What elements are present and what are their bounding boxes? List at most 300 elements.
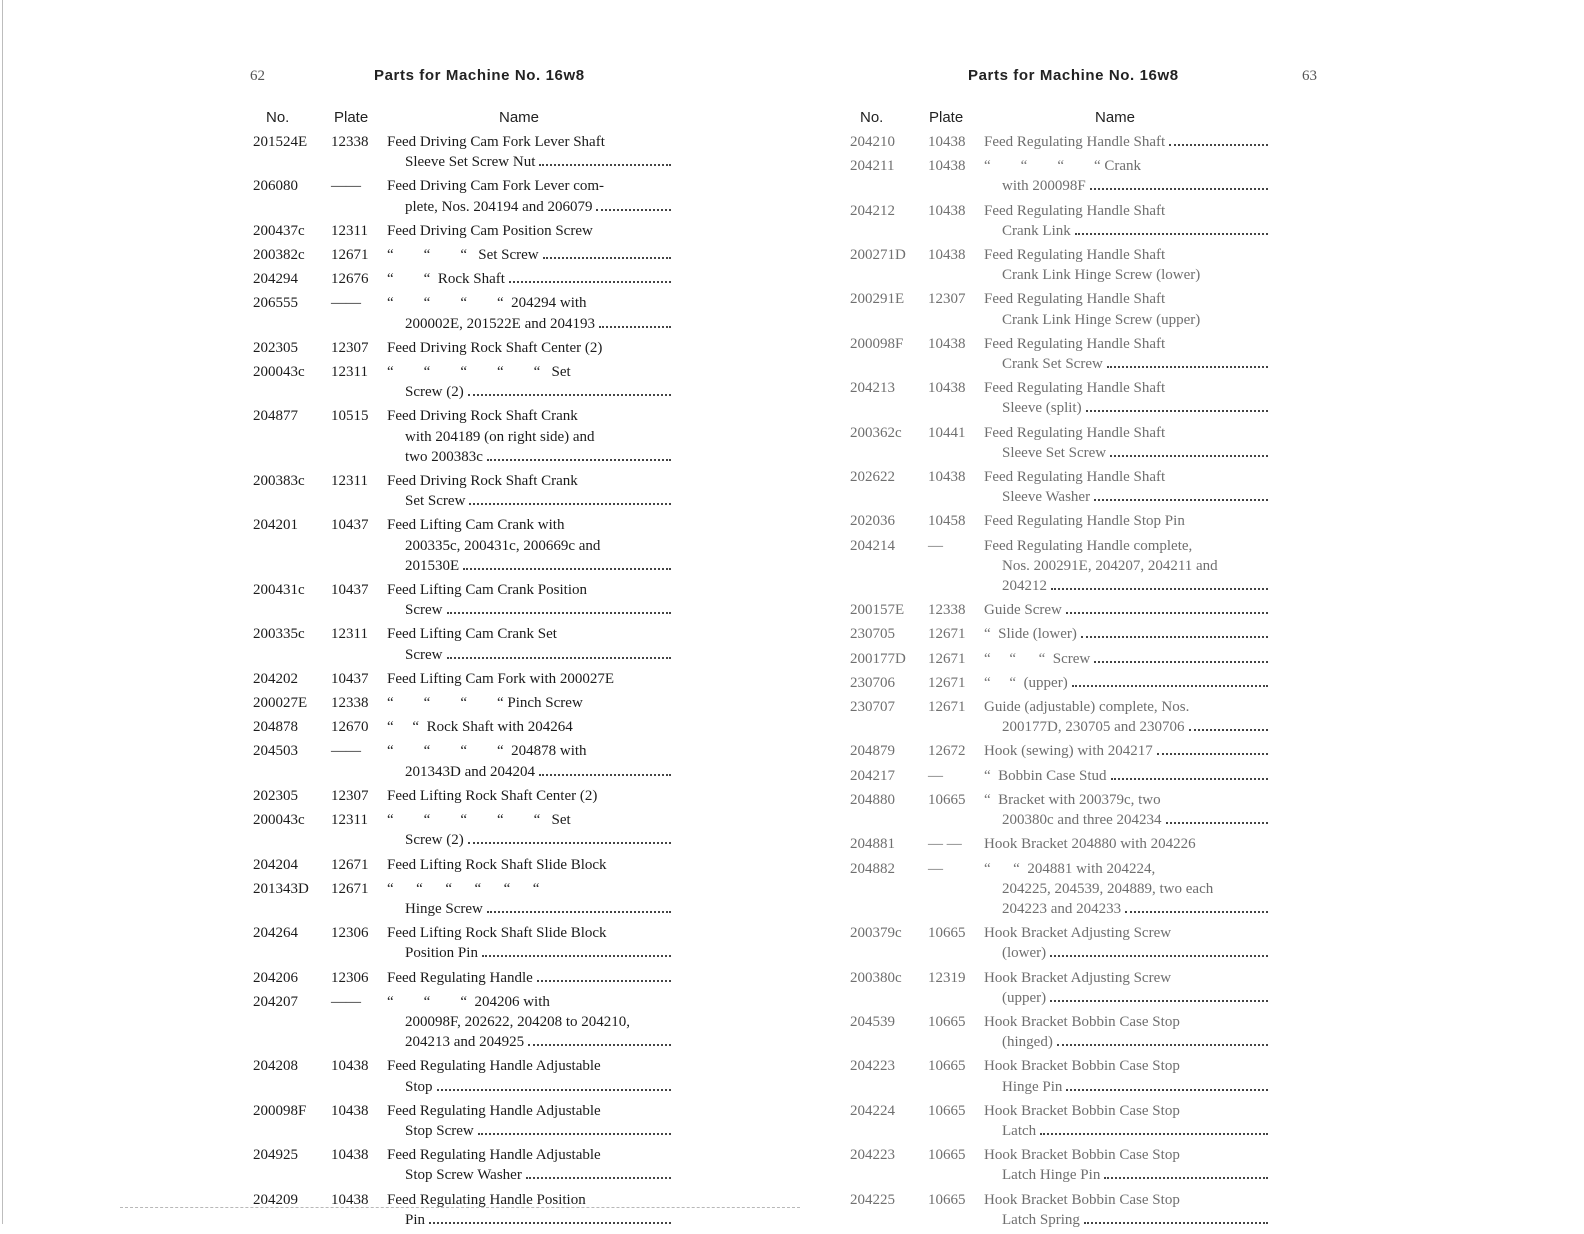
part-name-text: “ Bracket with 200379c, two	[984, 791, 1161, 808]
part-number: 206555	[253, 295, 298, 312]
part-name-line	[387, 132, 673, 152]
part-number: 200098F	[253, 1102, 307, 1119]
plate-number: ——	[331, 743, 361, 760]
part-name-text: Hook Bracket Bobbin Case Stop	[984, 1102, 1180, 1119]
part-name-text: “ “ (upper)	[984, 674, 1068, 691]
part-name-text: Feed Regulating Handle Stop Pin	[984, 513, 1185, 530]
plate-number: 12307	[928, 291, 966, 308]
part-name-line	[984, 378, 1270, 398]
running-head: Parts for Machine No. 16w8	[968, 67, 1179, 84]
part-name-text: Feed Regulating Handle Shaft	[984, 291, 1166, 308]
part-name-line	[984, 245, 1270, 265]
part-name-text: Feed Regulating Handle Shaft	[984, 380, 1166, 397]
part-name-line	[984, 741, 1270, 761]
part-name-text: Feed Lifting Cam Fork with 200027E	[387, 670, 615, 687]
part-name-line	[984, 1121, 1270, 1141]
part-row	[253, 515, 673, 576]
part-number: 204539	[850, 1013, 895, 1030]
part-name-line	[387, 923, 673, 943]
plate-number: 12338	[331, 695, 369, 712]
plate-number: 10665	[928, 1191, 966, 1208]
plate-number: 12311	[331, 473, 368, 490]
part-number: 230707	[850, 699, 895, 716]
part-name-text: plete, Nos. 204194 and 206079	[405, 198, 593, 215]
part-number: 204207	[253, 993, 298, 1010]
part-name-text: “ “ Rock Shaft	[387, 271, 505, 288]
part-name-text: Feed Regulating Handle complete,	[984, 537, 1193, 554]
part-name-line	[387, 447, 673, 467]
part-name-text: Feed Regulating Handle	[387, 969, 533, 986]
plate-number: 10438	[331, 1147, 369, 1164]
part-row	[253, 293, 673, 333]
part-name	[387, 132, 673, 172]
part-name-line	[984, 790, 1270, 810]
part-name-text: “ “ Rock Shaft with 204264	[387, 719, 573, 736]
part-name-line	[387, 406, 673, 426]
part-name-text: Set Screw	[405, 493, 466, 510]
part-row	[253, 669, 673, 689]
part-number: 200382c	[253, 247, 305, 264]
part-number: 204212	[850, 202, 895, 219]
part-number: 200379c	[850, 925, 902, 942]
part-name-text: “ “ “ “ “ Set	[387, 812, 571, 829]
part-name-text: Hook (sewing) with 204217	[984, 743, 1153, 760]
plate-number: 12311	[331, 626, 368, 643]
plate-number: 10437	[331, 670, 369, 687]
part-number: 204209	[253, 1191, 298, 1208]
plate-number: 10438	[928, 134, 966, 150]
parts-list	[253, 132, 673, 1234]
part-row	[850, 600, 1270, 620]
part-name-line	[984, 132, 1270, 152]
plate-number: 12319	[928, 969, 966, 986]
part-row	[850, 378, 1270, 418]
part-name-text: Feed Regulating Handle Adjustable	[387, 1102, 601, 1119]
part-name-text: Feed Lifting Cam Crank with	[387, 517, 565, 534]
part-row	[253, 624, 673, 664]
part-name	[387, 471, 673, 511]
part-name	[984, 132, 1270, 152]
part-name-text: “ “ “ Screw	[984, 650, 1091, 667]
plate-number: 12307	[331, 787, 369, 804]
part-name	[984, 1056, 1270, 1096]
part-number: 204223	[850, 1058, 895, 1075]
part-name-text: 200098F, 202622, 204208 to 204210,	[405, 1013, 631, 1030]
part-row	[850, 467, 1270, 507]
part-name	[984, 156, 1270, 196]
part-name	[984, 697, 1270, 737]
part-number: 204877	[253, 408, 298, 425]
part-row	[253, 362, 673, 402]
part-name-line	[387, 515, 673, 535]
part-number: 200098F	[850, 335, 904, 352]
part-name	[984, 968, 1270, 1008]
part-name-line	[387, 1121, 673, 1141]
part-name-text: (upper)	[1002, 989, 1047, 1006]
part-name-line	[984, 576, 1270, 596]
part-name-text: Hook Bracket Bobbin Case Stop	[984, 1013, 1180, 1030]
part-number: 206080	[253, 178, 298, 195]
part-name	[387, 992, 673, 1053]
part-name-text: Hook Bracket Adjusting Screw	[984, 969, 1172, 986]
part-name	[984, 673, 1270, 693]
part-number: 204294	[253, 271, 298, 288]
part-name-text: Stop Screw	[405, 1122, 474, 1139]
part-number: 204202	[253, 670, 298, 687]
part-row	[253, 269, 673, 289]
part-number: 201524E	[253, 134, 308, 150]
part-number: 204878	[253, 719, 298, 736]
part-row	[850, 289, 1270, 329]
part-name-line	[984, 859, 1270, 879]
plate-number: 12311	[331, 812, 368, 829]
part-name-text: Feed Lifting Cam Crank Set	[387, 626, 557, 643]
part-name-line	[387, 810, 673, 830]
part-number: 204204	[253, 856, 298, 873]
part-name-text: “ Slide (lower)	[984, 626, 1077, 643]
part-name-text: Feed Regulating Handle Shaft	[984, 202, 1166, 219]
part-number: 204224	[850, 1102, 895, 1119]
part-name-text: Crank Set Screw	[1002, 356, 1103, 373]
part-name-line	[387, 1165, 673, 1185]
part-row	[253, 1145, 673, 1185]
part-number: 200383c	[253, 473, 305, 490]
part-name-text: Hook Bracket Bobbin Case Stop	[984, 1147, 1180, 1164]
parts-list	[850, 132, 1270, 1234]
part-name	[387, 968, 673, 988]
part-name-text: Hook Bracket 204880 with 204226	[984, 836, 1196, 853]
part-name-line	[984, 1165, 1270, 1185]
part-name-text: Stop	[405, 1078, 433, 1095]
part-name-line	[387, 197, 673, 217]
part-name-line	[387, 1210, 673, 1230]
part-name	[984, 1012, 1270, 1052]
plate-number: 12671	[331, 880, 369, 897]
part-name-text: “ “ “ “ Pinch Screw	[387, 695, 583, 712]
part-number: 200380c	[850, 969, 902, 986]
part-row	[850, 766, 1270, 786]
part-number: 200177D	[850, 650, 906, 667]
plate-number: — —	[928, 836, 962, 853]
part-name-line	[984, 766, 1270, 786]
part-name-line	[387, 427, 673, 447]
part-name	[984, 467, 1270, 507]
part-name-text: Sleeve Set Screw	[1002, 444, 1107, 461]
part-name	[984, 859, 1270, 920]
part-name-text: Feed Regulating Handle Shaft	[984, 247, 1166, 264]
part-row	[850, 741, 1270, 761]
part-name-line	[387, 245, 673, 265]
part-name-line	[984, 487, 1270, 507]
part-name-line	[387, 1101, 673, 1121]
part-name-text: Hook Bracket Bobbin Case Stop	[984, 1191, 1180, 1208]
plate-number: 10438	[331, 1058, 369, 1075]
part-name-text: Feed Regulating Handle Adjustable	[387, 1058, 601, 1075]
part-row	[850, 697, 1270, 737]
plate-number: 12671	[928, 626, 966, 643]
part-name-line	[387, 741, 673, 761]
part-name-text: 201530E	[405, 557, 460, 574]
part-number: 200431c	[253, 582, 305, 599]
part-name	[387, 269, 673, 289]
part-name-line	[984, 310, 1270, 330]
part-name-line	[984, 265, 1270, 285]
part-name-line	[984, 201, 1270, 221]
part-name-line	[387, 899, 673, 919]
part-name-text: Crank Link	[1002, 222, 1071, 239]
part-name-line	[387, 600, 673, 620]
part-row	[850, 334, 1270, 374]
part-name-text: Hook Bracket Bobbin Case Stop	[984, 1058, 1180, 1075]
part-name	[387, 338, 673, 358]
part-name	[387, 221, 673, 241]
part-name-line	[984, 1190, 1270, 1210]
part-name-line	[387, 879, 673, 899]
part-row	[850, 536, 1270, 597]
part-name-text: Hook Bracket Adjusting Screw	[984, 925, 1172, 942]
part-name-text: Guide (adjustable) complete, Nos.	[984, 699, 1190, 716]
part-row	[253, 693, 673, 713]
plate-number: 12307	[331, 339, 369, 356]
part-name-line	[984, 968, 1270, 988]
part-row	[850, 859, 1270, 920]
part-name	[387, 515, 673, 576]
column-header-name: Name	[1095, 109, 1136, 126]
part-name-line	[387, 693, 673, 713]
part-row	[253, 879, 673, 919]
part-number: 204217	[850, 767, 895, 784]
part-name-line	[984, 923, 1270, 943]
part-name-text: Feed Driving Rock Shaft Crank	[387, 473, 578, 490]
part-name-text: Pin	[405, 1211, 426, 1228]
plate-number: 10665	[928, 1102, 966, 1119]
plate-number: 12676	[331, 271, 369, 288]
part-name-text: “ “ “ 204206 with	[387, 993, 550, 1010]
part-name	[387, 810, 673, 850]
part-number: 202305	[253, 787, 298, 804]
plate-number: 10438	[331, 1191, 369, 1208]
part-name-text: 204213 and 204925	[405, 1034, 525, 1051]
part-name-line	[984, 443, 1270, 463]
part-name-line	[984, 354, 1270, 374]
part-name-line	[387, 221, 673, 241]
column-header-no: No.	[860, 109, 884, 126]
part-name	[984, 1145, 1270, 1185]
plate-number: 12338	[331, 134, 369, 150]
part-name-text: “ “ 204881 with 204224,	[984, 860, 1156, 877]
part-number: 200027E	[253, 695, 308, 712]
part-name-line	[984, 1056, 1270, 1076]
part-name-text: two 200383c	[405, 448, 483, 465]
part-row	[253, 810, 673, 850]
part-name-line	[387, 855, 673, 875]
part-name	[387, 1145, 673, 1185]
part-name-text: Feed Driving Cam Fork Lever com-	[387, 178, 605, 195]
part-name-text: Latch Hinge Pin	[1002, 1167, 1101, 1184]
part-name-line	[387, 786, 673, 806]
part-name-text: Feed Driving Rock Shaft Crank	[387, 408, 578, 425]
part-name	[387, 406, 673, 467]
plate-number: 12672	[928, 743, 966, 760]
part-number: 204208	[253, 1058, 298, 1075]
page-edge-line	[2, 0, 3, 1224]
part-row	[850, 1145, 1270, 1185]
part-row	[253, 855, 673, 875]
part-row	[253, 406, 673, 467]
part-name-text: Hinge Pin	[1002, 1078, 1063, 1095]
part-name-line	[387, 1032, 673, 1052]
part-name-line	[984, 1210, 1270, 1230]
part-name-text: Feed Regulating Handle Adjustable	[387, 1147, 601, 1164]
part-name-text: Sleeve (split)	[1002, 400, 1082, 417]
part-name-text: “ “ “ “ “ “	[387, 880, 540, 897]
part-name	[984, 649, 1270, 669]
part-name-line	[984, 556, 1270, 576]
plate-number: 12311	[331, 364, 368, 381]
part-name-line	[387, 536, 673, 556]
part-name-line	[984, 697, 1270, 717]
part-name-text: 200335c, 200431c, 200669c and	[405, 537, 601, 554]
part-number: 204264	[253, 925, 298, 942]
part-number: 202036	[850, 513, 895, 530]
page-number: 63	[1302, 68, 1317, 84]
plate-number: 10515	[331, 408, 369, 425]
part-row	[253, 1101, 673, 1141]
part-row	[850, 834, 1270, 854]
part-number: 200043c	[253, 812, 305, 829]
running-head: Parts for Machine No. 16w8	[374, 67, 585, 84]
part-row	[253, 717, 673, 737]
plate-number: 12671	[928, 699, 966, 716]
part-name-line	[984, 899, 1270, 919]
part-name-text: 204225, 204539, 204889, two each	[1002, 880, 1214, 897]
part-row	[253, 245, 673, 265]
part-name-text: 204212	[1002, 578, 1047, 595]
part-name	[984, 201, 1270, 241]
part-number: 200291E	[850, 291, 905, 308]
part-name-text: 201343D and 204204	[405, 763, 535, 780]
part-number: 202622	[850, 469, 895, 486]
plate-number: —	[928, 767, 943, 784]
part-row	[253, 1056, 673, 1096]
part-name-text: 200380c and three 204234	[1002, 812, 1162, 829]
part-name-text: Latch Spring	[1002, 1211, 1080, 1228]
part-name-line	[387, 830, 673, 850]
part-name-line	[984, 834, 1270, 854]
part-name-text: Hinge Screw	[405, 900, 483, 917]
part-number: 200437c	[253, 222, 305, 239]
part-number: 204879	[850, 743, 895, 760]
plate-number: 10438	[928, 202, 966, 219]
bottom-rule	[120, 1207, 800, 1209]
part-name-text: Crank Link Hinge Screw (lower)	[1002, 267, 1201, 284]
part-name	[984, 378, 1270, 418]
part-name-line	[387, 491, 673, 511]
part-name-line	[387, 314, 673, 334]
plate-number: 12338	[928, 602, 966, 619]
part-name-text: Nos. 200291E, 204207, 204211 and	[1002, 557, 1218, 574]
part-name-text: Sleeve Washer	[1002, 489, 1091, 506]
part-row	[850, 923, 1270, 963]
part-name	[387, 176, 673, 216]
part-name-line	[984, 511, 1270, 531]
part-name	[984, 624, 1270, 644]
part-name-line	[387, 992, 673, 1012]
column-header-plate: Plate	[929, 109, 964, 126]
plate-number: —	[928, 537, 943, 554]
part-name-line	[984, 624, 1270, 644]
part-row	[253, 992, 673, 1053]
part-name-line	[984, 1012, 1270, 1032]
part-name-line	[984, 717, 1270, 737]
part-name	[984, 511, 1270, 531]
part-name	[387, 669, 673, 689]
part-name-line	[387, 338, 673, 358]
part-name-line	[984, 398, 1270, 418]
page-number: 62	[250, 68, 265, 84]
part-name-line	[387, 556, 673, 576]
part-name-text: Stop Screw Washer	[405, 1167, 522, 1184]
column-header-no: No.	[266, 109, 290, 126]
part-name-line	[387, 968, 673, 988]
part-row	[850, 1012, 1270, 1052]
plate-number: 10665	[928, 925, 966, 942]
part-name-text: with 204189 (on right side) and	[405, 428, 595, 445]
part-name-line	[984, 673, 1270, 693]
part-name	[387, 717, 673, 737]
part-name-text: Feed Lifting Cam Crank Position	[387, 582, 587, 599]
part-name-line	[984, 943, 1270, 963]
part-name	[984, 289, 1270, 329]
part-name	[387, 624, 673, 664]
part-name-text: “ “ “ Set Screw	[387, 247, 539, 264]
part-name	[387, 855, 673, 875]
part-name-line	[387, 762, 673, 782]
part-name-line	[387, 580, 673, 600]
part-name	[984, 741, 1270, 761]
part-row	[253, 176, 673, 216]
part-row	[850, 423, 1270, 463]
part-name-line	[984, 1101, 1270, 1121]
part-number: 200157E	[850, 602, 905, 619]
part-row	[253, 923, 673, 963]
part-name-text: (lower)	[1002, 945, 1047, 962]
part-name-text: 204223 and 204233	[1002, 900, 1122, 917]
part-name-text: Feed Driving Cam Fork Lever Shaft	[387, 134, 605, 150]
plate-number: 12671	[928, 650, 966, 667]
part-row	[253, 338, 673, 358]
plate-number: 10665	[928, 1013, 966, 1030]
part-number: 204223	[850, 1147, 895, 1164]
plate-number: 10437	[331, 582, 369, 599]
part-name	[984, 790, 1270, 830]
plate-number: 12311	[331, 222, 368, 239]
plate-number: 12306	[331, 925, 369, 942]
part-number: 204225	[850, 1191, 895, 1208]
part-name	[387, 923, 673, 963]
part-name-text: Screw (2)	[405, 832, 464, 849]
part-row	[253, 786, 673, 806]
plate-number: 10665	[928, 791, 966, 808]
part-name-text: Feed Lifting Rock Shaft Center (2)	[387, 787, 598, 804]
part-number: 204503	[253, 743, 298, 760]
part-name-line	[984, 1145, 1270, 1165]
part-number: 204882	[850, 860, 895, 877]
plate-number: 10438	[928, 335, 966, 352]
part-name	[387, 786, 673, 806]
part-name-line	[387, 1145, 673, 1165]
part-name-line	[387, 293, 673, 313]
